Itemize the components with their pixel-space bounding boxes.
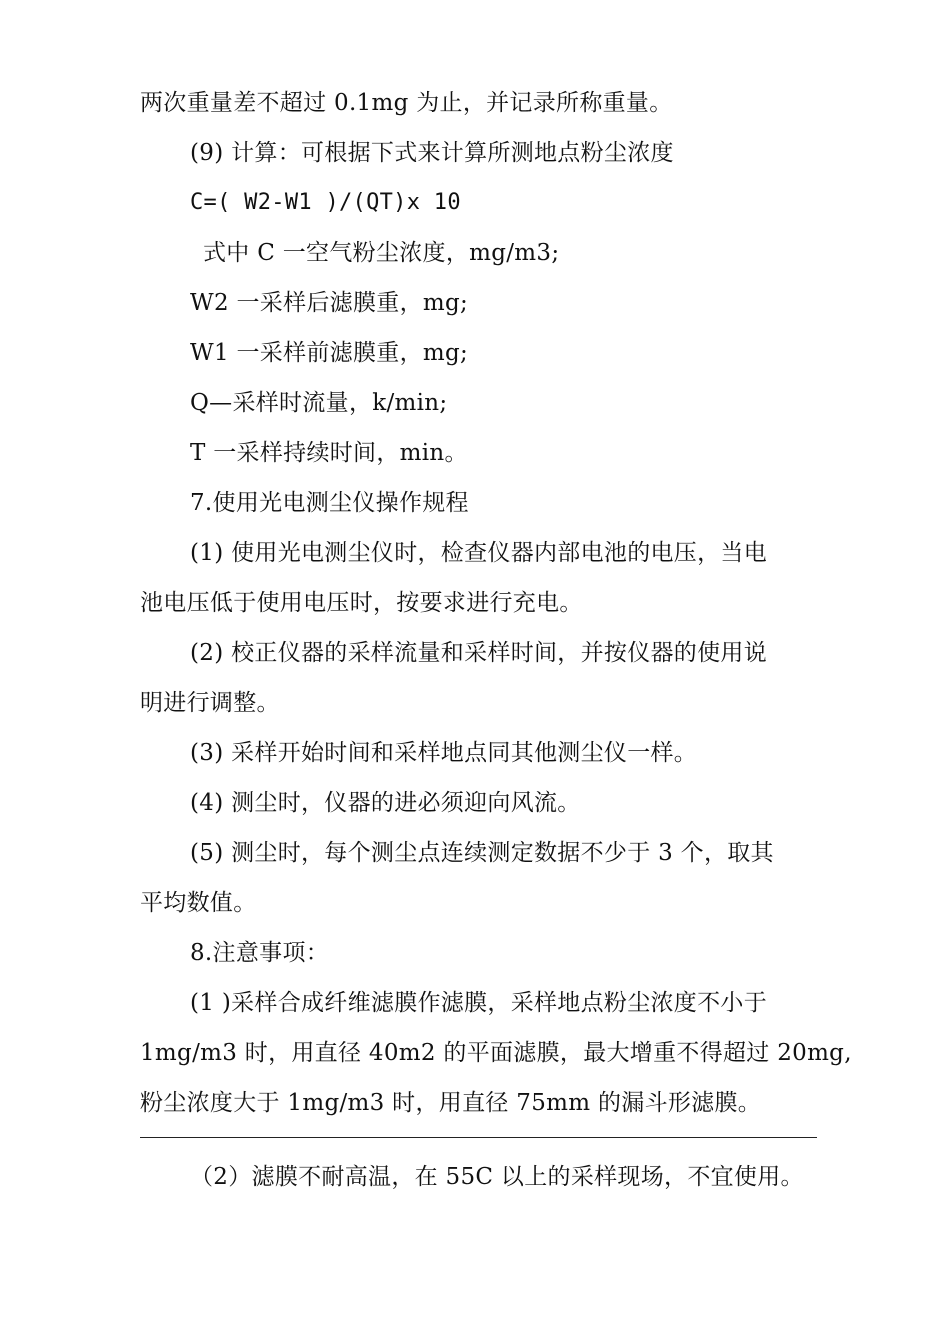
- formula-def-w1: W1 一采样前滤膜重，mg;: [190, 340, 469, 366]
- formula: C=( W2-W1 )/(QT)x 10: [190, 190, 461, 215]
- text-line: （2）滤膜不耐高温，在 55C 以上的采样现场，不宜使用。: [190, 1164, 804, 1190]
- text-line: (1 )采样合成纤维滤膜作滤膜，采样地点粉尘浓度不小于: [190, 990, 767, 1016]
- text-line: (1) 使用光电测尘仪时，检查仪器内部电池的电压，当电: [190, 540, 767, 566]
- horizontal-divider: [140, 1137, 817, 1138]
- formula-def-t: T 一采样持续时间，min。: [190, 440, 468, 466]
- text-line: 平均数值。: [140, 890, 257, 916]
- text-line: 粉尘浓度大于 1mg/m3 时，用直径 75mm 的漏斗形滤膜。: [140, 1090, 762, 1116]
- text-line: (2) 校正仪器的采样流量和采样时间，并按仪器的使用说: [190, 640, 767, 666]
- formula-def-w2: W2 一采样后滤膜重，mg;: [190, 290, 469, 316]
- text-line: (5) 测尘时，每个测尘点连续测定数据不少于 3 个，取其: [190, 840, 774, 866]
- formula-def-q: Q—采样时流量，k/min;: [190, 390, 448, 416]
- section-7-heading: 7.使用光电测尘仪操作规程: [190, 490, 469, 516]
- text-line: 1mg/m3 时，用直径 40m2 的平面滤膜，最大增重不得超过 20mg,: [140, 1040, 852, 1066]
- step-9-heading: (9) 计算：可根据下式来计算所测地点粉尘浓度: [190, 140, 674, 166]
- section-8-heading: 8.注意事项：: [190, 940, 330, 966]
- text-line: (3) 采样开始时间和采样地点同其他测尘仪一样。: [190, 740, 698, 766]
- formula-def-c: 式中 C 一空气粉尘浓度，mg/m3;: [203, 240, 560, 266]
- text-line: 池电压低于使用电压时，按要求进行充电。: [140, 590, 583, 616]
- text-line: (4) 测尘时，仪器的进必须迎向风流。: [190, 790, 581, 816]
- text-line: 明进行调整。: [140, 690, 280, 716]
- text-line: 两次重量差不超过 0.1mg 为止，并记录所称重量。: [140, 90, 673, 116]
